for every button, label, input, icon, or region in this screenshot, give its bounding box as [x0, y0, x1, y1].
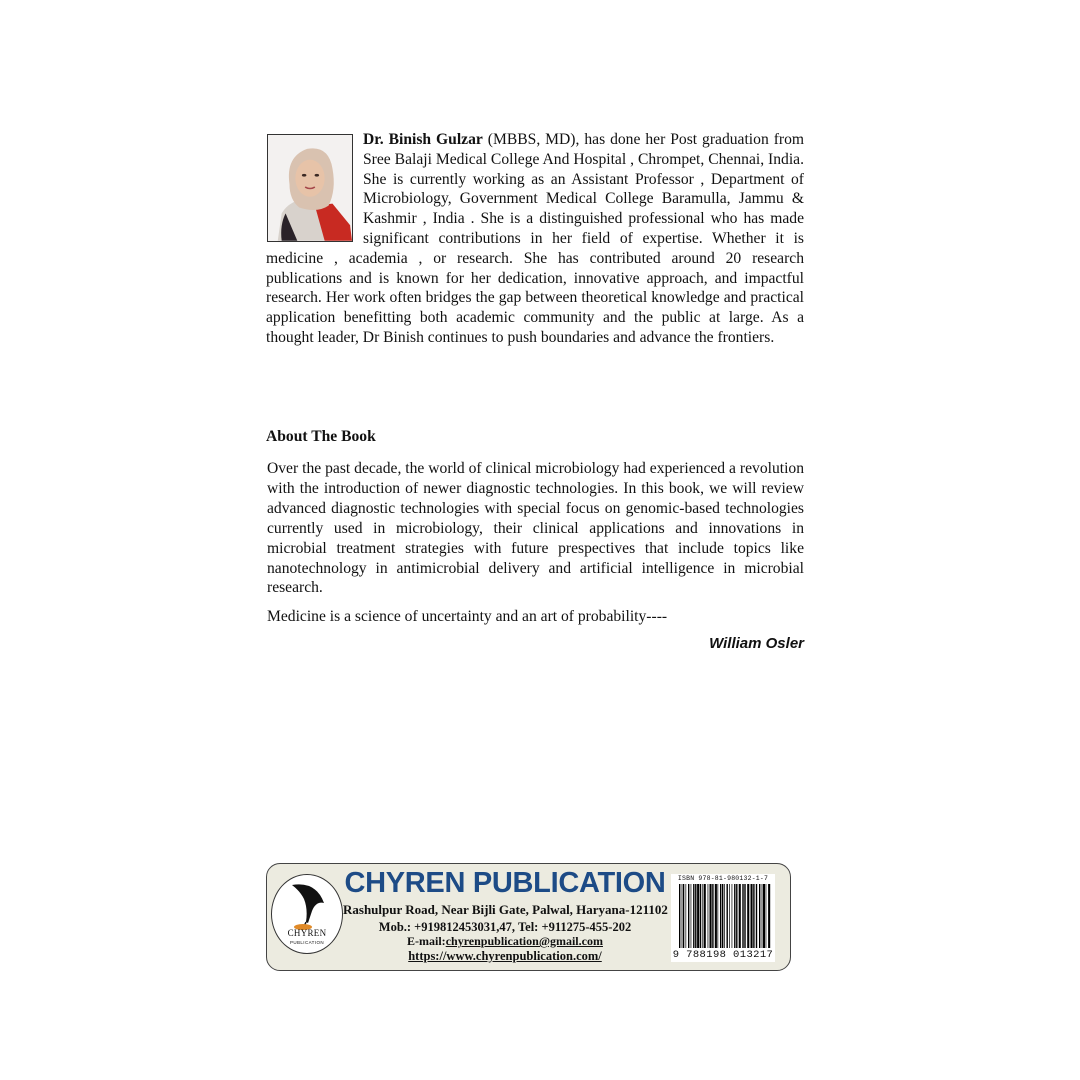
isbn-barcode: [671, 874, 775, 962]
publisher-phone: Mob.: +919812453031,47, Tel: +911275-455-202: [378, 920, 632, 934]
barcode-digits: 9 788198 013217: [672, 949, 774, 961]
about-book-heading: About The Book: [266, 428, 376, 445]
publisher-name: CHYREN PUBLICATION: [344, 867, 666, 899]
email-label: E-mail:: [407, 934, 446, 948]
barcode-bars: [679, 884, 771, 948]
isbn-text: ISBN 978-81-980132-1-7: [677, 875, 769, 882]
author-photo: [267, 134, 353, 242]
publisher-logo: [271, 874, 343, 954]
publisher-address: Rashulpur Road, Near Bijli Gate, Palwal, Haryana-121102: [343, 902, 668, 917]
publisher-panel: [266, 863, 791, 971]
quote-text: Medicine is a science of uncertainty and an art of probability----: [267, 608, 668, 625]
publisher-email-link[interactable]: chyrenpublication@gmail.com: [445, 934, 603, 948]
quote-author: William Osler: [709, 635, 804, 652]
quill-pen-icon: [286, 881, 330, 931]
logo-subtext: PUBLICATION: [289, 940, 325, 945]
author-portrait-image: [268, 135, 352, 241]
publisher-website-link[interactable]: https://www.chyrenpublication.com/: [408, 949, 602, 963]
about-book-paragraph: Over the past decade, the world of clinical microbiology had experienced a revolution with the introduction of newer diagnostic technologies. In this book, we will review advanced diagnostic technologies with special focus on genomic-based technologies currently used in microbiology, their clinical applications and innovations in microbial treatment strategies with future prespectives that include topics like nanotechnology in antimicrobial delivery and artificial intelligence in microbial research.: [267, 460, 804, 597]
publisher-email-line: [343, 934, 667, 949]
logo-text: CHYREN: [287, 928, 327, 938]
author-bio-section: [266, 130, 804, 348]
author-bio-text: (MBBS, MD), has done her Post graduation from Sree Balaji Medical College And Hospital , Chrompet, Chennai, India. She is currently working as an Assistant Professor , Department of Microbiology, Government Medical College Baramulla, Jammu & Kashmir , India . She is a distinguished professional who has made significant contributions in her field of expertise. Whether it is medicine , academia , or research. She has contributed around 20 research publications and is known for her dedication, innovative approach, and impactful research. Her work often bridges the gap between theoretical knowledge and practical application benefitting both academic community and the public at large. As a thought leader, Dr Binish continues to push boundaries and advance the frontiers.: [266, 131, 805, 346]
author-name: Dr. Binish Gulzar: [363, 131, 483, 148]
